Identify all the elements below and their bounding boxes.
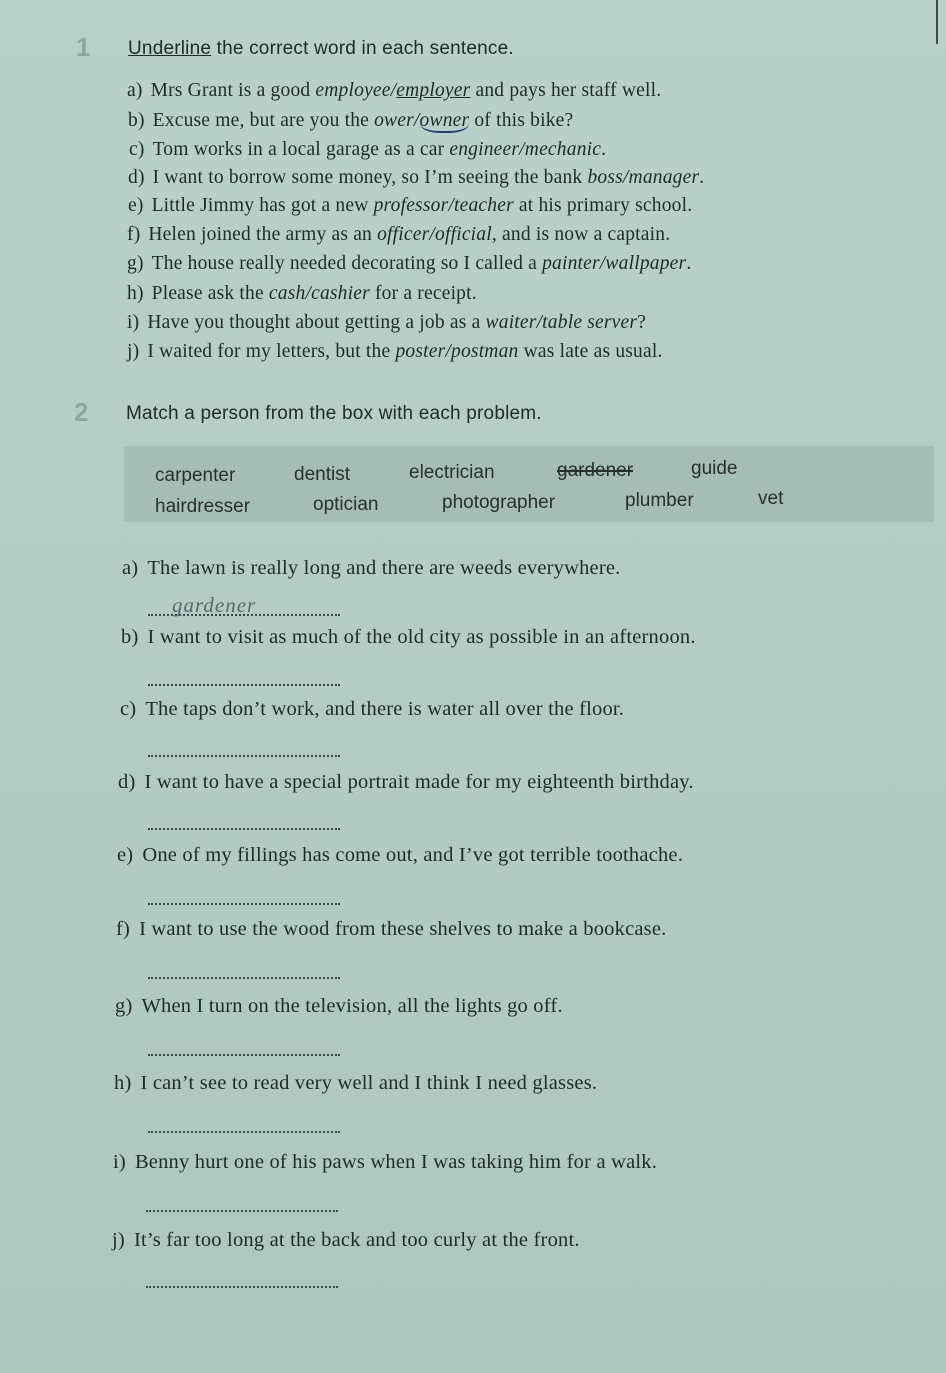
answer-line-c[interactable] xyxy=(148,735,340,757)
ex1-sentence-e: e) Little Jimmy has got a new professor/teacher at his primary school. xyxy=(128,195,693,216)
answer-line-g[interactable] xyxy=(148,1034,340,1056)
word-choice-officer-official[interactable]: officer/official xyxy=(377,224,492,245)
ex1-sentence-a: a) Mrs Grant is a good employee/employer and pays her staff well. xyxy=(127,80,662,101)
answer-line-h[interactable] xyxy=(148,1111,340,1133)
ex1-sentence-g: g) The house really needed decorating so I called a painter/wallpaper. xyxy=(127,253,692,274)
word-choice-ower[interactable]: ower/ xyxy=(374,110,420,131)
ex1-sentence-j: j) I waited for my letters, but the poster/postman was late as usual. xyxy=(127,341,663,362)
answer-line-f[interactable] xyxy=(148,957,340,979)
box-word-carpenter: carpenter xyxy=(155,465,236,486)
answer-line-d[interactable] xyxy=(148,808,340,830)
exercise-2-instruction: Match a person from the box with each problem. xyxy=(126,403,542,424)
word-choice-owner[interactable]: owner xyxy=(419,110,470,131)
ex2-problem-c: c) The taps don’t work, and there is water all over the floor. xyxy=(120,698,625,720)
answer-line-a[interactable] xyxy=(148,594,340,616)
box-word-photographer: photographer xyxy=(442,492,556,513)
word-choice-poster-postman[interactable]: poster/postman xyxy=(395,341,519,362)
word-choice-painter-wallpaper[interactable]: painter/wallpaper xyxy=(542,253,687,274)
word-choice-waiter-table-server[interactable]: waiter/table server xyxy=(485,312,638,333)
ex1-sentence-f: f) Helen joined the army as an officer/official, and is now a captain. xyxy=(127,224,671,245)
ex2-problem-h: h) I can’t see to read very well and I think I need glasses. xyxy=(114,1072,598,1094)
ex2-problem-j: j) It’s far too long at the back and too curly at the front. xyxy=(112,1229,580,1251)
exercise-1-instruction: Underline the correct word in each sentence. xyxy=(128,38,514,59)
exercise-2-number: 2 xyxy=(74,397,89,427)
answer-line-j[interactable] xyxy=(146,1266,338,1288)
ex1-sentence-i: i) Have you thought about getting a job as a waiter/table server? xyxy=(127,312,647,333)
ex2-problem-i: i) Benny hurt one of his paws when I was taking him for a walk. xyxy=(113,1151,658,1173)
box-word-hairdresser: hairdresser xyxy=(155,496,251,517)
ex2-problem-b: b) I want to visit as much of the old city as possible in an afternoon. xyxy=(121,626,696,648)
box-word-electrician: electrician xyxy=(409,462,495,483)
ex1-sentence-d: d) I want to borrow some money, so I’m seeing the bank boss/manager. xyxy=(128,167,705,188)
word-choice-cash-cashier[interactable]: cash/cashier xyxy=(268,283,370,304)
answer-line-b[interactable] xyxy=(148,664,340,686)
page-edge-mark xyxy=(936,0,942,44)
box-word-gardener-crossed: gardener xyxy=(557,460,634,481)
box-word-plumber: plumber xyxy=(625,490,694,511)
word-choice-employee[interactable]: employee/ xyxy=(315,80,397,101)
exercise-1-number: 1 xyxy=(76,32,91,62)
answer-a-text: gardener xyxy=(172,593,257,617)
ex1-sentence-h: h) Please ask the cash/cashier for a receipt. xyxy=(127,283,477,304)
ex1-sentence-b: b) Excuse me, but are you the ower/owner of this bike? xyxy=(128,110,574,131)
ex2-problem-g: g) When I turn on the television, all the lights go off. xyxy=(115,995,563,1017)
ex2-problem-f: f) I want to use the wood from these shelves to make a bookcase. xyxy=(116,918,667,940)
box-word-vet: vet xyxy=(758,488,784,509)
answer-line-e[interactable] xyxy=(148,883,340,905)
ex2-problem-a: a) The lawn is really long and there are weeds everywhere. xyxy=(122,557,621,579)
ex1-sentence-c: c) Tom works in a local garage as a car engineer/mechanic. xyxy=(129,139,607,160)
word-choice-professor-teacher[interactable]: professor/teacher xyxy=(373,195,514,216)
box-word-dentist: dentist xyxy=(294,464,350,485)
word-choice-employer[interactable]: employer xyxy=(396,80,471,101)
ex2-problem-e: e) One of my fillings has come out, and I’ve got terrible toothache. xyxy=(117,844,684,866)
ex2-problem-d: d) I want to have a special portrait made for my eighteenth birthday. xyxy=(118,771,694,793)
box-word-guide: guide xyxy=(691,458,738,479)
word-choice-engineer-mechanic[interactable]: engineer/mechanic xyxy=(449,139,602,160)
box-word-optician: optician xyxy=(313,494,379,515)
word-box xyxy=(124,446,934,522)
answer-line-i[interactable] xyxy=(146,1190,338,1212)
word-choice-boss-manager[interactable]: boss/manager xyxy=(587,167,700,188)
